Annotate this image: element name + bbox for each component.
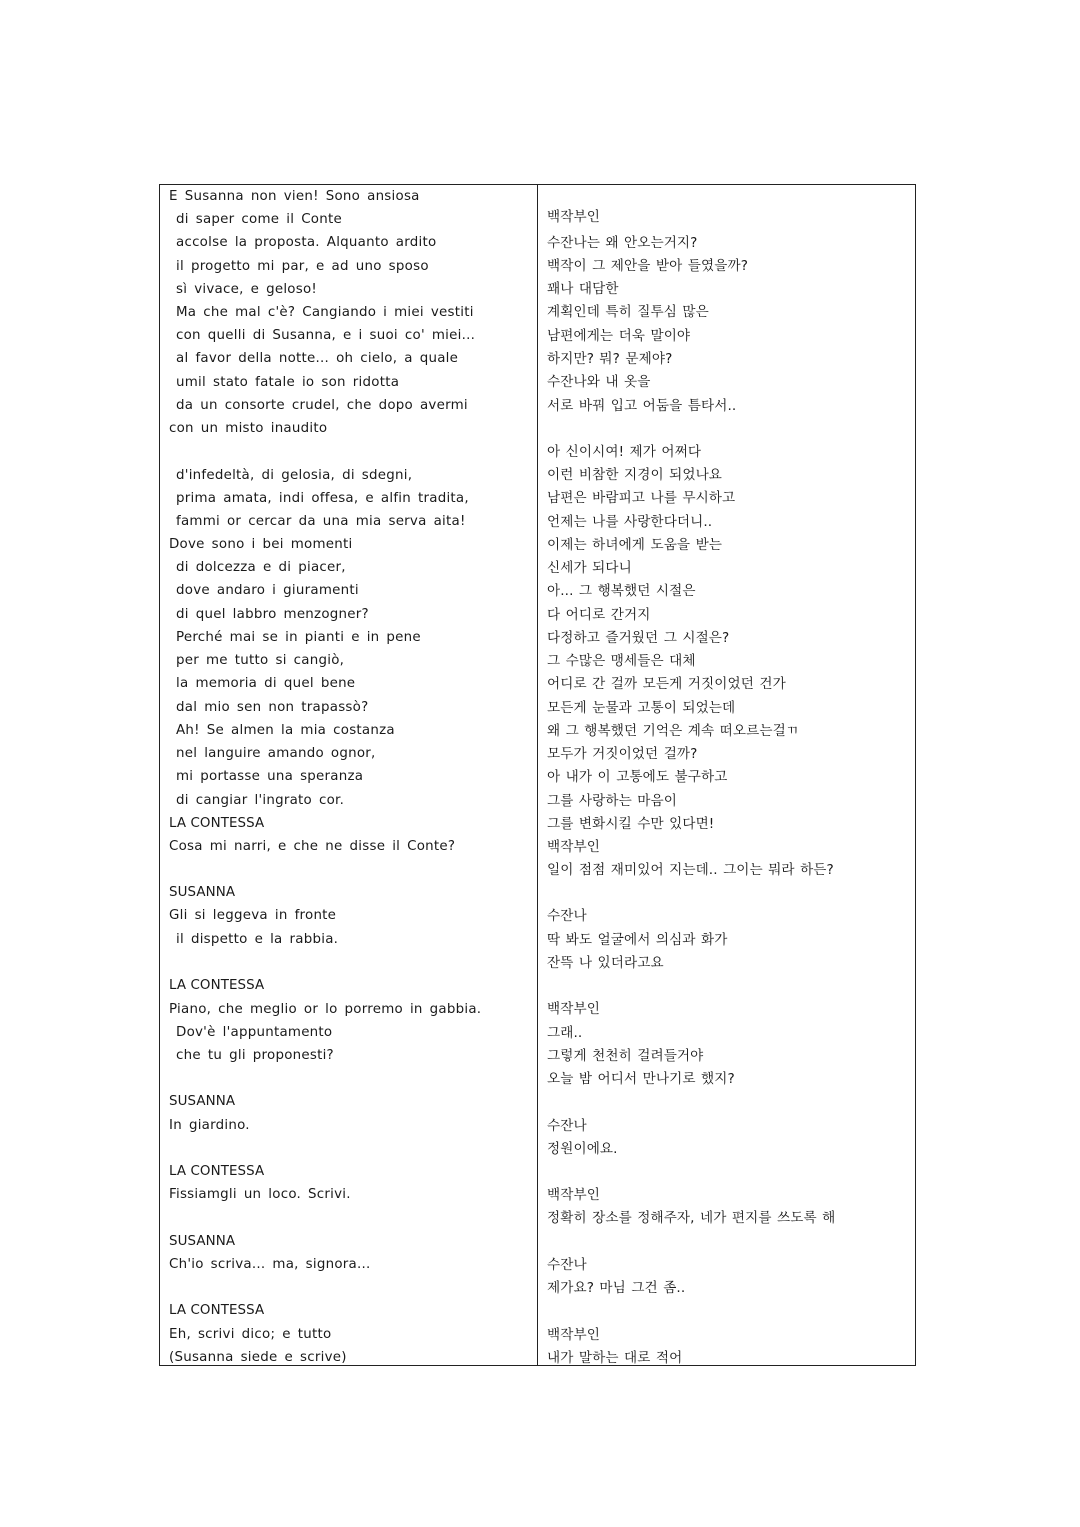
korean-speaker-name: 백작부인 (547, 839, 600, 855)
italian-verse-line: da un consorte crudel, che dopo avermi (169, 398, 468, 413)
korean-verse-line: 잔뜩 나 있더라고요 (547, 955, 664, 971)
italian-verse-line: Perché mai se in pianti e in pene (169, 630, 421, 645)
italian-verse-line: fammi or cercar da una mia serva aita! (169, 514, 466, 529)
italian-verse-line: (Susanna siede e scrive) (169, 1350, 347, 1365)
italian-speaker-name: LA CONTESSA (169, 1303, 265, 1318)
italian-verse-line: nel languire amando ognor, (169, 746, 376, 761)
korean-speaker-name: 수잔나 (547, 1118, 587, 1134)
italian-verse-line: di cangiar l'ingrato cor. (169, 793, 345, 808)
italian-speaker-name: LA CONTESSA (169, 816, 265, 831)
korean-verse-line: 일이 점점 재미있어 지는데.. 그이는 뭐라 하든? (547, 862, 834, 878)
korean-speaker-name: 백작부인 (547, 1327, 600, 1343)
italian-verse-line: Ma che mal c'è? Cangiando i miei vestiti (169, 305, 474, 320)
korean-verse-line: 아 내가 이 고통에도 불구하고 (547, 769, 728, 785)
korean-verse-line: 수잔나와 내 옷을 (547, 374, 651, 390)
italian-verse-line: Dove sono i bei momenti (169, 537, 353, 552)
korean-verse-line: 그래.. (547, 1025, 583, 1041)
italian-verse-line: mi portasse una speranza (169, 769, 364, 784)
korean-verse-line: 하지만? 뭐? 문제야? (547, 351, 673, 367)
korean-verse-line: 그 수많은 맹세들은 대체 (547, 653, 696, 669)
italian-verse-line: al favor della notte... oh cielo, a quale (169, 351, 459, 366)
korean-verse-line: 꽤나 대담한 (547, 281, 619, 297)
italian-verse-line: d'infedeltà, di gelosia, di sdegni, (169, 468, 413, 483)
italian-verse-line: Gli si leggeva in fronte (169, 908, 337, 923)
korean-verse-line: 왜 그 행복했던 기억은 계속 떠오르는걸ㄲ (547, 723, 800, 739)
italian-verse-line: dal mio sen non trapassò? (169, 700, 369, 715)
korean-speaker-name: 백작부인 (547, 1001, 600, 1017)
korean-verse-line: 그렇게 천천히 걸려들거야 (547, 1048, 704, 1064)
italian-verse-line: Ah! Se almen la mia costanza (169, 723, 395, 738)
korean-verse-line: 아... 그 행복했던 시절은 (547, 583, 696, 599)
korean-verse-line: 오늘 밤 어디서 만나기로 했지? (547, 1071, 735, 1087)
korean-verse-line: 이런 비참한 지경이 되었나요 (547, 467, 723, 483)
korean-verse-line: 이제는 하녀에게 도움을 받는 (547, 537, 723, 553)
italian-verse-line: Cosa mi narri, e che ne disse il Conte? (169, 839, 456, 854)
korean-verse-line: 그를 사랑하는 마음이 (547, 793, 677, 809)
italian-verse-line: Fissiamgli un loco. Scrivi. (169, 1187, 351, 1202)
korean-speaker-name: 수잔나 (547, 1257, 587, 1273)
korean-verse-line: 백작이 그 제안을 받아 들였을까? (547, 258, 749, 274)
korean-verse-line: 그를 변화시킬 수만 있다면! (547, 816, 715, 832)
italian-verse-line: che tu gli proponesti? (169, 1048, 334, 1063)
italian-verse-line: di saper come il Conte (169, 212, 342, 227)
italian-verse-line: accolse la proposta. Alquanto ardito (169, 235, 437, 250)
korean-verse-line: 서로 바꿔 입고 어둠을 틈타서.. (547, 398, 737, 414)
korean-verse-line: 딱 봐도 얼굴에서 의심과 화가 (547, 932, 728, 948)
italian-speaker-name: LA CONTESSA (169, 978, 265, 993)
korean-verse-line: 모든게 눈물과 고통이 되었는데 (547, 700, 736, 716)
korean-speaker-name: 백작부인 (547, 209, 600, 225)
italian-verse-line: Eh, scrivi dico; e tutto (169, 1327, 332, 1342)
korean-verse-line: 수잔나는 왜 안오는거지? (547, 235, 698, 251)
italian-verse-line: umil stato fatale io son ridotta (169, 375, 400, 390)
italian-verse-line: Ch'io scriva... ma, signora... (169, 1257, 371, 1272)
italian-speaker-name: LA CONTESSA (169, 1164, 265, 1179)
korean-speaker-name: 수잔나 (547, 908, 587, 924)
italian-verse-line: di quel labbro menzogner? (169, 607, 369, 622)
italian-verse-line: di dolcezza e di piacer, (169, 560, 346, 575)
italian-verse-line: il dispetto e la rabbia. (169, 932, 339, 947)
korean-verse-line: 다 어디로 간거지 (547, 607, 651, 623)
italian-verse-line: sì vivace, e geloso! (169, 282, 318, 297)
korean-verse-line: 모두가 거짓이었던 걸까? (547, 746, 698, 762)
italian-speaker-name: SUSANNA (169, 1234, 236, 1249)
korean-verse-line: 다정하고 즐거웠던 그 시절은? (547, 630, 730, 646)
italian-verse-line: Dov'è l'appuntamento (169, 1025, 333, 1040)
korean-verse-line: 계획인데 특히 질투심 많은 (547, 304, 709, 320)
italian-verse-line: la memoria di quel bene (169, 676, 356, 691)
korean-verse-line: 어디로 간 걸까 모든게 거짓이었던 건가 (547, 676, 786, 692)
korean-speaker-name: 백작부인 (547, 1187, 600, 1203)
libretto-table (159, 184, 916, 1366)
italian-verse-line: dove andaro i giuramenti (169, 583, 359, 598)
italian-verse-line: con un misto inaudito (169, 421, 328, 436)
korean-verse-line: 내가 말하는 대로 적어 (547, 1350, 683, 1366)
italian-speaker-name: SUSANNA (169, 1094, 236, 1109)
italian-verse-line: per me tutto si cangiò, (169, 653, 345, 668)
korean-verse-line: 정확히 장소를 정해주자, 네가 편지를 쓰도록 해 (547, 1210, 836, 1226)
italian-verse-line: E Susanna non vien! Sono ansiosa (169, 189, 420, 204)
italian-verse-line: In giardino. (169, 1118, 250, 1133)
column-divider (537, 185, 538, 1365)
korean-verse-line: 정원이에요. (547, 1141, 618, 1157)
italian-verse-line: il progetto mi par, e ad uno sposo (169, 259, 429, 274)
italian-speaker-name: SUSANNA (169, 885, 236, 900)
italian-verse-line: prima amata, indi offesa, e alfin tradita, (169, 491, 469, 506)
korean-verse-line: 제가요? 마님 그건 좀.. (547, 1280, 686, 1296)
italian-verse-line: con quelli di Susanna, e i suoi co' miei... (169, 328, 476, 343)
korean-verse-line: 언제는 나를 사랑한다더니.. (547, 514, 713, 530)
korean-verse-line: 아 신이시여! 제가 어쩌다 (547, 444, 702, 460)
korean-verse-line: 신세가 되다니 (547, 560, 632, 576)
korean-verse-line: 남편은 바람피고 나를 무시하고 (547, 490, 736, 506)
italian-verse-line: Piano, che meglio or lo porremo in gabbia. (169, 1002, 482, 1017)
korean-verse-line: 남편에게는 더욱 말이야 (547, 328, 691, 344)
